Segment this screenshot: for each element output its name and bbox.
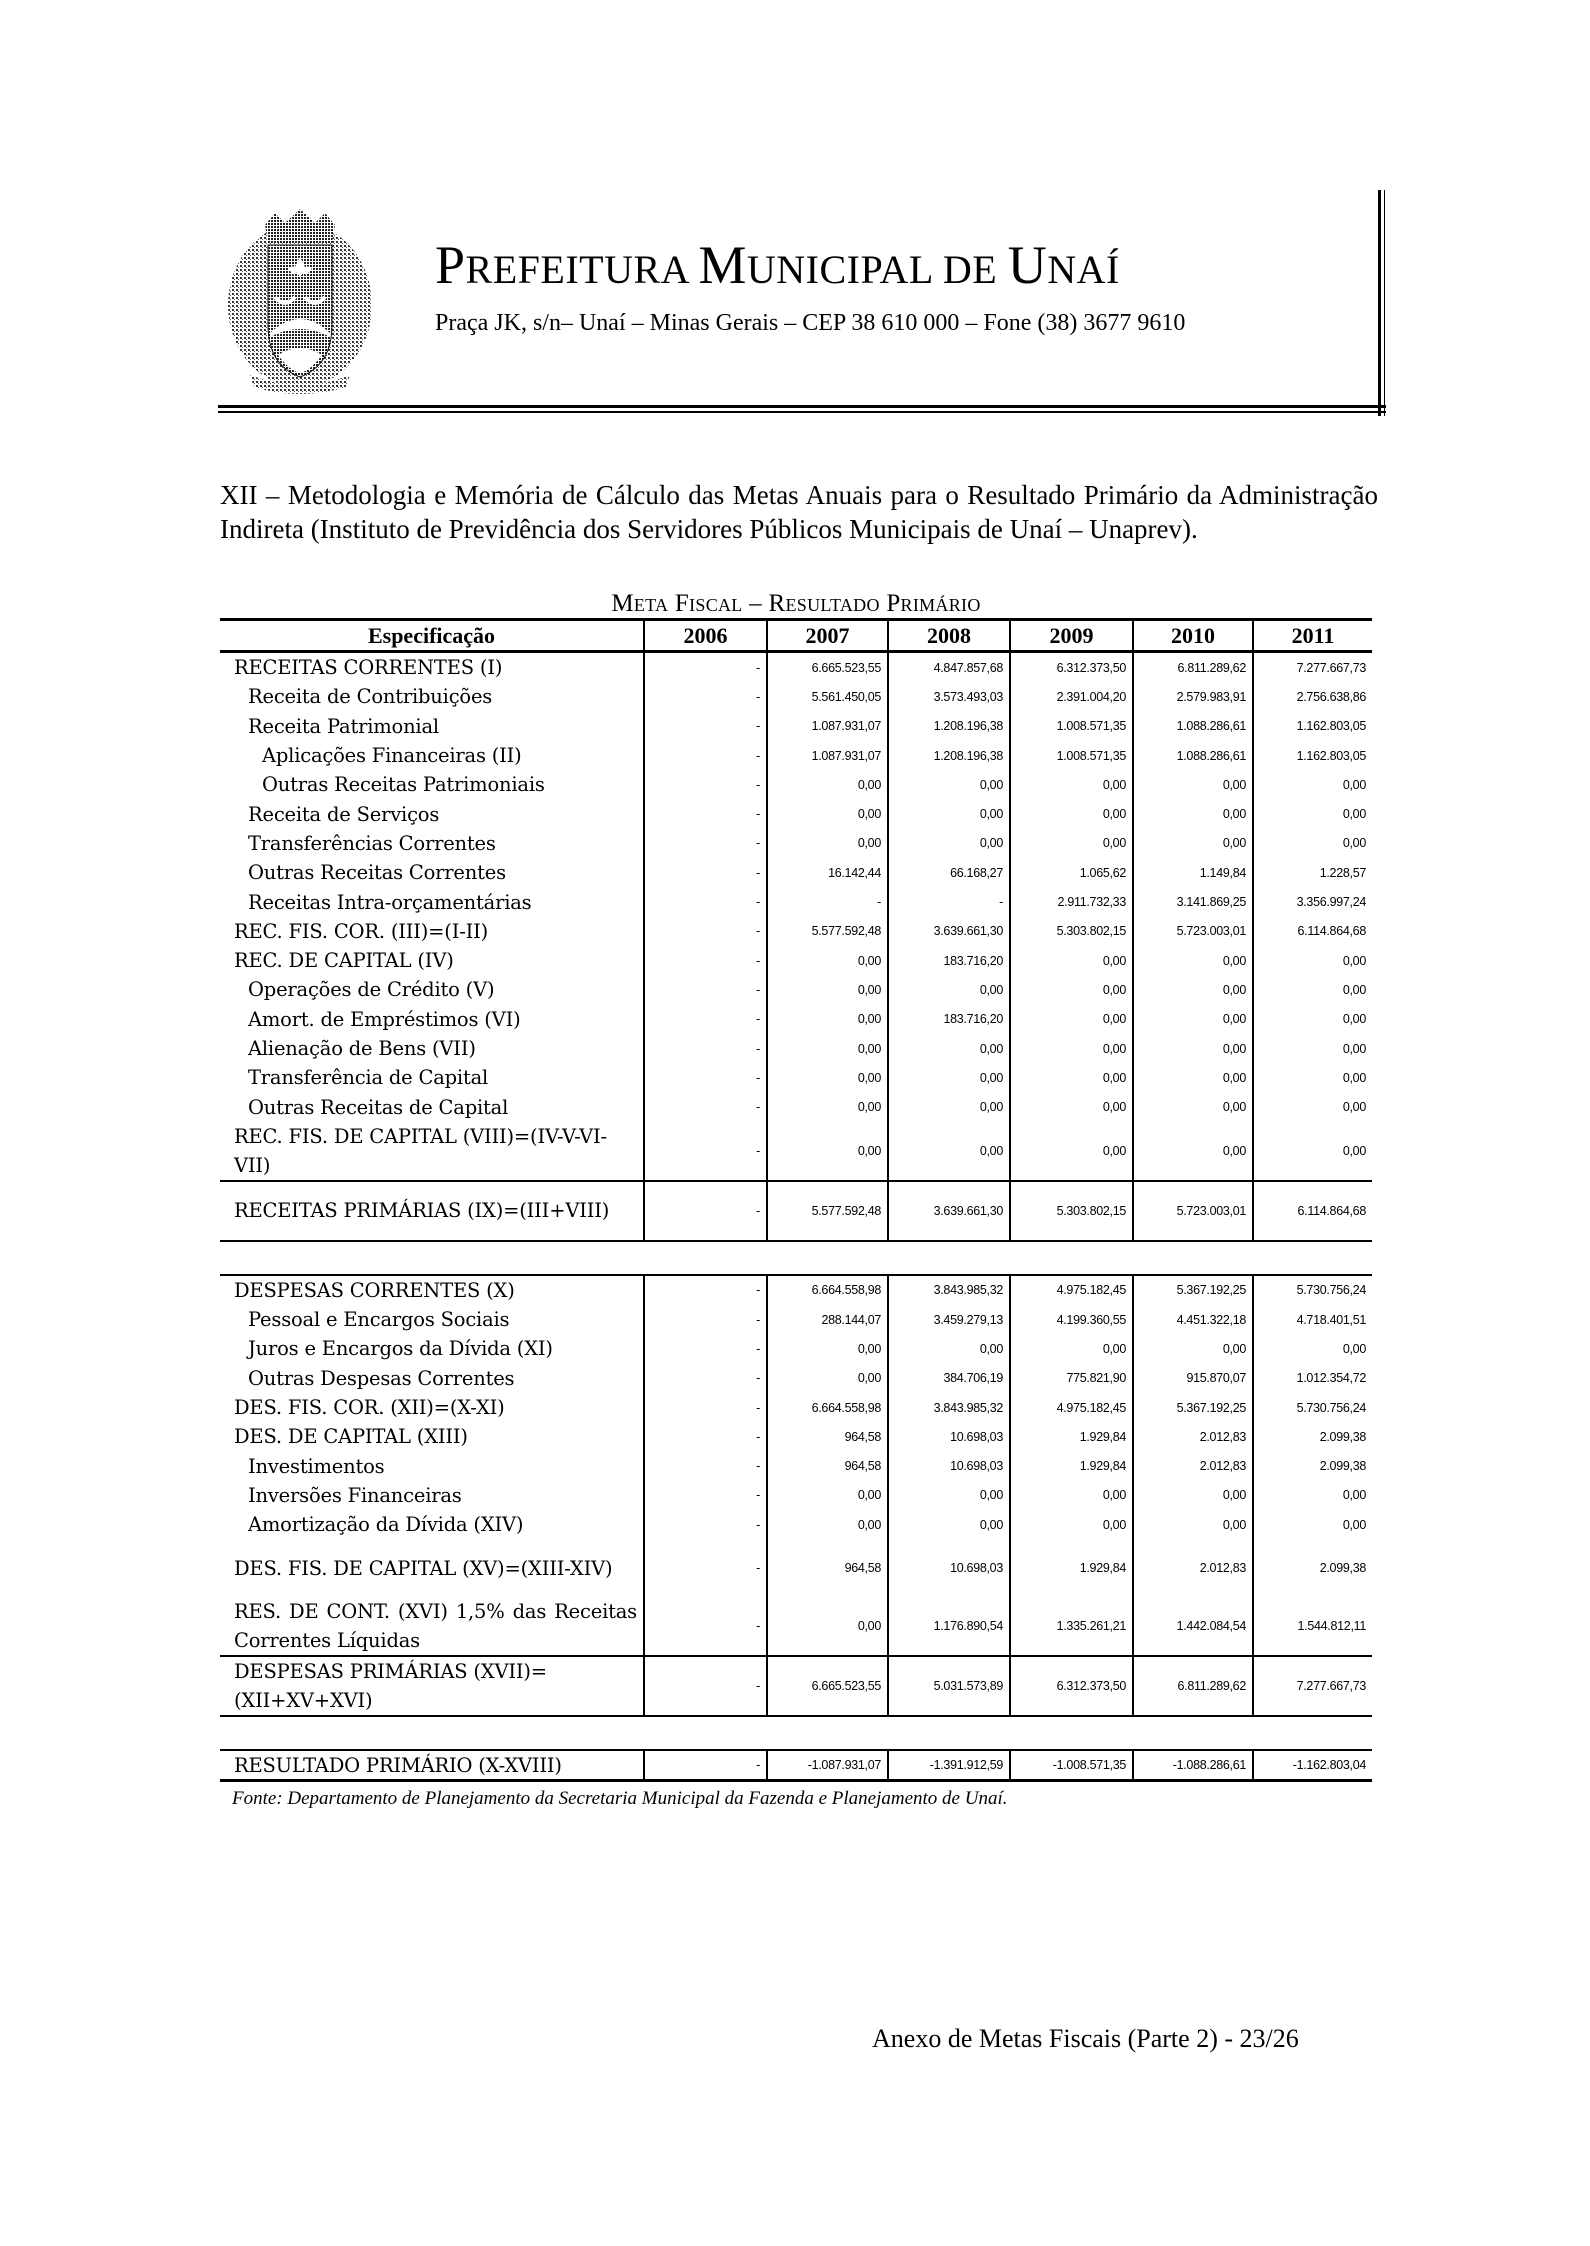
value-cell: - [767,887,888,916]
table-row [220,712,1372,741]
value-cell: 0,00 [1253,975,1372,1004]
value-cell: 0,00 [1133,1034,1253,1063]
value-cell: 0,00 [767,770,888,799]
value-cell: 0,00 [1010,1034,1133,1063]
row-label: DES. FIS. COR. (XII)=(X-XI) [234,1396,505,1420]
value-cell: 1.088.286,61 [1133,741,1253,770]
value-cell: 0,00 [888,799,1010,828]
value-cell: 1.544.812,11 [1253,1597,1372,1656]
table-row [220,1092,1372,1121]
row-label: Receita de Contribuições [248,685,493,709]
value-cell: - [644,1275,767,1305]
value-cell: 0,00 [1010,946,1133,975]
value-cell: - [644,975,767,1004]
table-row [220,1334,1372,1363]
row-label: Pessoal e Encargos Sociais [248,1308,510,1332]
value-cell: 1.929,84 [1010,1539,1133,1597]
value-cell: 915.870,07 [1133,1364,1253,1393]
row-label: RECEITAS CORRENTES (I) [234,656,503,680]
value-cell: -1.087.931,07 [767,1750,888,1781]
value-cell: -1.088.286,61 [1133,1750,1253,1781]
spacer-row [220,1241,1372,1275]
value-cell: 0,00 [767,1510,888,1539]
spacer-row [220,1716,1372,1750]
value-cell: 1.008.571,35 [1010,712,1133,741]
row-label: DES. FIS. DE CAPITAL (XV)=(XIII-XIV) [234,1556,613,1580]
value-cell: 1.008.571,35 [1010,741,1133,770]
value-cell: 964,58 [767,1539,888,1597]
table-row [220,1422,1372,1451]
value-cell: 1.087.931,07 [767,741,888,770]
value-cell: 0,00 [1133,975,1253,1004]
org-name-initial: M [698,235,747,295]
value-cell: 0,00 [1253,946,1372,975]
value-cell: 2.756.638,86 [1253,682,1372,711]
value-cell: 0,00 [1133,1510,1253,1539]
value-cell: 0,00 [1133,770,1253,799]
value-cell: - [644,1334,767,1363]
value-cell: 0,00 [1133,799,1253,828]
value-cell: 0,00 [1253,1092,1372,1121]
value-cell: 10.698,03 [888,1452,1010,1481]
value-cell: - [644,887,767,916]
table-row [220,652,1372,683]
value-cell: 0,00 [767,799,888,828]
value-cell: 775.821,90 [1010,1364,1133,1393]
value-cell: 0,00 [767,1481,888,1510]
value-cell: - [644,652,767,683]
section-heading-paragraph: XII – Metodologia e Memória de Cálculo das Metas Anuais para o Resultado Primário da Administração Indireta (Instituto de Previdência dos Servidores Públicos Municipais de Unaí – Unaprev). [220,480,1378,544]
value-cell: 964,58 [767,1452,888,1481]
value-cell: 0,00 [1253,770,1372,799]
value-cell: 0,00 [1010,1481,1133,1510]
value-cell: 6.811.289,62 [1133,1656,1253,1716]
value-cell: - [644,1005,767,1034]
table-row [220,1481,1372,1510]
value-cell: 0,00 [888,975,1010,1004]
value-cell: - [644,917,767,946]
value-cell: 7.277.667,73 [1253,1656,1372,1716]
row-label: Receita Patrimonial [248,714,439,738]
row-label: REC. DE CAPITAL (IV) [234,949,454,973]
fiscal-goal-table [220,618,1372,1782]
value-cell: 66.168,27 [888,858,1010,887]
value-cell: 2.099,38 [1253,1422,1372,1451]
value-cell: 183.716,20 [888,1005,1010,1034]
value-cell: 4.451.322,18 [1133,1305,1253,1334]
value-cell: 0,00 [1133,829,1253,858]
letterhead-bottom-rule-thin [218,411,1386,413]
value-cell: 384.706,19 [888,1364,1010,1393]
org-name-initial: P [435,235,466,295]
value-cell: 1.208.196,38 [888,741,1010,770]
value-cell: 5.577.592,48 [767,1181,888,1241]
letterhead-right-rule [1378,190,1381,416]
value-cell: - [644,1092,767,1121]
primary-result-row [220,1750,1372,1781]
value-cell: 0,00 [1253,1063,1372,1092]
value-cell: - [644,1750,767,1781]
value-cell: - [644,1481,767,1510]
value-cell: - [644,1034,767,1063]
value-cell: 0,00 [1253,1005,1372,1034]
value-cell: 3.141.869,25 [1133,887,1253,916]
value-cell: 2.012,83 [1133,1539,1253,1597]
value-cell: 183.716,20 [888,946,1010,975]
row-label: Inversões Financeiras [248,1483,462,1507]
value-cell: 0,00 [888,1334,1010,1363]
value-cell: 0,00 [1253,1034,1372,1063]
row-label: Juros e Encargos da Dívida (XI) [248,1337,553,1361]
value-cell: - [644,858,767,887]
value-cell: - [644,1510,767,1539]
table-row [220,770,1372,799]
organization-address: Praça JK, s/n– Unaí – Minas Gerais – CEP 38 610 000 – Fone (38) 3677 9610 [435,310,1186,336]
row-label: Amortização da Dívida (XIV) [248,1513,524,1537]
table-row [220,917,1372,946]
value-cell: 2.099,38 [1253,1452,1372,1481]
value-cell: 4.847.857,68 [888,652,1010,683]
source-note: Fonte: Departamento de Planejamento da Secretaria Municipal da Fazenda e Planejamento de Unaí. [232,1788,1008,1809]
row-label: REC. FIS. DE CAPITAL (VIII)=(IV-V-VI-VII) [234,1124,607,1177]
value-cell: 5.730.756,24 [1253,1393,1372,1422]
value-cell: 5.730.756,24 [1253,1275,1372,1305]
value-cell: -1.162.803,04 [1253,1750,1372,1781]
value-cell: 0,00 [767,1092,888,1121]
letterhead-right-rule-thin [1384,190,1385,416]
value-cell: 0,00 [1253,1510,1372,1539]
value-cell: 0,00 [1253,829,1372,858]
value-cell: 3.356.997,24 [1253,887,1372,916]
column-header: Especificação [220,620,644,652]
value-cell: - [644,741,767,770]
column-header: 2006 [644,620,767,652]
value-cell: 0,00 [1253,1122,1372,1181]
row-label: Outras Receitas Correntes [248,861,506,885]
value-cell: 0,00 [1133,1005,1253,1034]
value-cell: 1.929,84 [1010,1452,1133,1481]
row-label: Aplicações Financeiras (II) [262,744,522,768]
row-label: Investimentos [248,1454,385,1478]
value-cell: 1.162.803,05 [1253,741,1372,770]
value-cell: 0,00 [888,1092,1010,1121]
value-cell: - [644,712,767,741]
value-cell: 6.114.864,68 [1253,917,1372,946]
value-cell: 288.144,07 [767,1305,888,1334]
value-cell: 0,00 [767,1364,888,1393]
spacer-cell [220,1716,1372,1750]
column-header: 2009 [1010,620,1133,652]
value-cell: 10.698,03 [888,1539,1010,1597]
table-row [220,741,1372,770]
value-cell: 0,00 [1010,1092,1133,1121]
row-label: DESPESAS CORRENTES (X) [220,1275,644,1305]
value-cell: 5.723.003,01 [1133,1181,1253,1241]
row-label: Amort. de Empréstimos (VI) [248,1007,521,1031]
value-cell: - [644,1063,767,1092]
value-cell: 16.142,44 [767,858,888,887]
table-row [220,1275,1372,1305]
table-row [220,1005,1372,1034]
value-cell: 1.087.931,07 [767,712,888,741]
value-cell: 0,00 [767,1122,888,1181]
row-label: RESULTADO PRIMÁRIO (X-XVIII) [220,1750,644,1781]
value-cell: 6.312.373,50 [1010,1656,1133,1716]
column-header: 2010 [1133,620,1253,652]
value-cell: 0,00 [1133,1063,1253,1092]
value-cell: -1.008.571,35 [1010,1750,1133,1781]
table-row [220,1364,1372,1393]
value-cell: 0,00 [767,975,888,1004]
value-cell: 10.698,03 [888,1422,1010,1451]
value-cell: - [644,1597,767,1656]
page-footer: Anexo de Metas Fiscais (Parte 2) - 23/26 [872,2024,1299,2053]
value-cell: 0,00 [1253,1334,1372,1363]
value-cell: 3.573.493,03 [888,682,1010,711]
value-cell: 6.312.373,50 [1010,652,1133,683]
value-cell: 0,00 [888,1481,1010,1510]
value-cell: 3.639.661,30 [888,917,1010,946]
table-row [220,1597,1372,1656]
value-cell: 6.664.558,98 [767,1275,888,1305]
value-cell: 4.199.360,55 [1010,1305,1133,1334]
table-row [220,1393,1372,1422]
value-cell: 3.639.661,30 [888,1181,1010,1241]
row-label: Alienação de Bens (VII) [248,1037,476,1060]
value-cell: 3.843.985,32 [888,1393,1010,1422]
value-cell: 0,00 [1010,1334,1133,1363]
value-cell: 2.012,83 [1133,1422,1253,1451]
value-cell: 1.442.084,54 [1133,1597,1253,1656]
value-cell: 0,00 [1010,1063,1133,1092]
value-cell: 3.843.985,32 [888,1275,1010,1305]
value-cell: - [644,1452,767,1481]
value-cell: 0,00 [1010,975,1133,1004]
value-cell: 2.012,83 [1133,1452,1253,1481]
value-cell: - [644,829,767,858]
value-cell: 6.811.289,62 [1133,652,1253,683]
value-cell: 0,00 [1010,770,1133,799]
org-name-word: REFEITURA [465,247,699,292]
value-cell: 0,00 [767,1597,888,1656]
value-cell: 0,00 [888,770,1010,799]
letterhead [218,186,1390,416]
value-cell: - [644,1122,767,1181]
spacer-cell [220,1241,1372,1275]
value-cell: - [644,1656,767,1716]
coat-of-arms-icon [220,205,380,395]
row-label: Outras Receitas de Capital [248,1095,509,1119]
table-row [220,1452,1372,1481]
table-title: Meta Fiscal – Resultado Primário [611,590,981,617]
row-label: DESPESAS PRIMÁRIAS (XVII)=(XII+XV+XVI) [220,1656,644,1716]
table-row [220,799,1372,828]
value-cell: 0,00 [767,1034,888,1063]
value-cell: - [644,682,767,711]
value-cell: 0,00 [767,1063,888,1092]
value-cell: 0,00 [1010,1122,1133,1181]
value-cell: 5.031.573,89 [888,1656,1010,1716]
table-row [220,1063,1372,1092]
row-label: RES. DE CONT. (XVI) 1,5% das Receitas Correntes Líquidas [234,1600,637,1653]
value-cell: - [644,1305,767,1334]
value-cell: 5.303.802,15 [1010,1181,1133,1241]
value-cell: 3.459.279,13 [888,1305,1010,1334]
value-cell: 1.162.803,05 [1253,712,1372,741]
row-label: Operações de Crédito (V) [248,978,495,1002]
value-cell: 5.367.192,25 [1133,1275,1253,1305]
table-row [220,1539,1372,1597]
table-row [220,887,1372,916]
org-name-initial: U [1007,235,1048,295]
organization-name [435,235,1120,295]
value-cell: 2.911.732,33 [1010,887,1133,916]
table-row [220,1510,1372,1539]
value-cell: 5.561.450,05 [767,682,888,711]
value-cell: 4.718.401,51 [1253,1305,1372,1334]
value-cell: - [644,1393,767,1422]
value-cell: - [888,887,1010,916]
row-label: Transferência de Capital [248,1066,489,1090]
row-label: DES. DE CAPITAL (XIII) [234,1425,468,1449]
value-cell: 1.228,57 [1253,858,1372,887]
value-cell: 1.065,62 [1010,858,1133,887]
value-cell: - [644,770,767,799]
value-cell: 0,00 [888,829,1010,858]
value-cell: -1.391.912,59 [888,1750,1010,1781]
value-cell: 0,00 [888,1034,1010,1063]
table-row [220,1122,1372,1181]
value-cell: 0,00 [1253,1481,1372,1510]
value-cell: 0,00 [1253,799,1372,828]
value-cell: 0,00 [1133,1481,1253,1510]
value-cell: - [644,1364,767,1393]
value-cell: - [644,1422,767,1451]
value-cell: 6.665.523,55 [767,1656,888,1716]
row-label: RECEITAS PRIMÁRIAS (IX)=(III+VIII) [220,1181,644,1241]
value-cell: 0,00 [1133,1334,1253,1363]
column-header: 2008 [888,620,1010,652]
row-label: Receita de Serviços [248,802,440,826]
value-cell: 0,00 [1133,1122,1253,1181]
value-cell: 6.664.558,98 [767,1393,888,1422]
value-cell: 0,00 [1010,1510,1133,1539]
value-cell: 0,00 [1133,1092,1253,1121]
value-cell: 0,00 [767,1005,888,1034]
table-row [220,1305,1372,1334]
value-cell: 0,00 [1133,946,1253,975]
value-cell: 964,58 [767,1422,888,1451]
value-cell: 5.303.802,15 [1010,917,1133,946]
table-header-row [220,620,1372,652]
row-label: Receitas Intra-orçamentárias [248,890,532,914]
value-cell: 1.012.354,72 [1253,1364,1372,1393]
row-label: Transferências Correntes [248,831,496,855]
column-header: 2007 [767,620,888,652]
value-cell: 2.391.004,20 [1010,682,1133,711]
value-cell: 1.929,84 [1010,1422,1133,1451]
row-label: Outras Receitas Patrimoniais [262,773,545,797]
value-cell: - [644,1539,767,1597]
value-cell: 0,00 [1010,1005,1133,1034]
value-cell: 0,00 [888,1510,1010,1539]
value-cell: 0,00 [1010,829,1133,858]
primary-revenue-row [220,1181,1372,1241]
value-cell: 0,00 [1010,799,1133,828]
value-cell: 0,00 [888,1122,1010,1181]
table-row [220,858,1372,887]
value-cell: - [644,799,767,828]
primary-expense-row [220,1656,1372,1716]
value-cell: 7.277.667,73 [1253,652,1372,683]
value-cell: 6.114.864,68 [1253,1181,1372,1241]
column-header: 2011 [1253,620,1372,652]
value-cell: 5.367.192,25 [1133,1393,1253,1422]
row-label: Outras Despesas Correntes [248,1366,515,1390]
value-cell: 1.088.286,61 [1133,712,1253,741]
table-row [220,946,1372,975]
value-cell: 2.579.983,91 [1133,682,1253,711]
value-cell: 4.975.182,45 [1010,1275,1133,1305]
value-cell: 2.099,38 [1253,1539,1372,1597]
value-cell: 0,00 [888,1063,1010,1092]
value-cell: 0,00 [767,946,888,975]
value-cell: 4.975.182,45 [1010,1393,1133,1422]
row-label: REC. FIS. COR. (III)=(I-II) [234,919,488,943]
value-cell: 5.577.592,48 [767,917,888,946]
value-cell: 5.723.003,01 [1133,917,1253,946]
table-row [220,682,1372,711]
value-cell: - [644,1181,767,1241]
value-cell: 0,00 [767,1334,888,1363]
table-row [220,1034,1372,1063]
org-name-word: NAÍ [1047,247,1120,292]
table-row [220,975,1372,1004]
table-row [220,829,1372,858]
letterhead-bottom-rule [218,405,1386,408]
value-cell: 1.208.196,38 [888,712,1010,741]
value-cell: 1.335.261,21 [1010,1597,1133,1656]
org-name-word: UNICIPAL DE [746,247,1008,292]
value-cell: 1.149,84 [1133,858,1253,887]
value-cell: 0,00 [767,829,888,858]
value-cell: - [644,946,767,975]
value-cell: 1.176.890,54 [888,1597,1010,1656]
value-cell: 6.665.523,55 [767,652,888,683]
